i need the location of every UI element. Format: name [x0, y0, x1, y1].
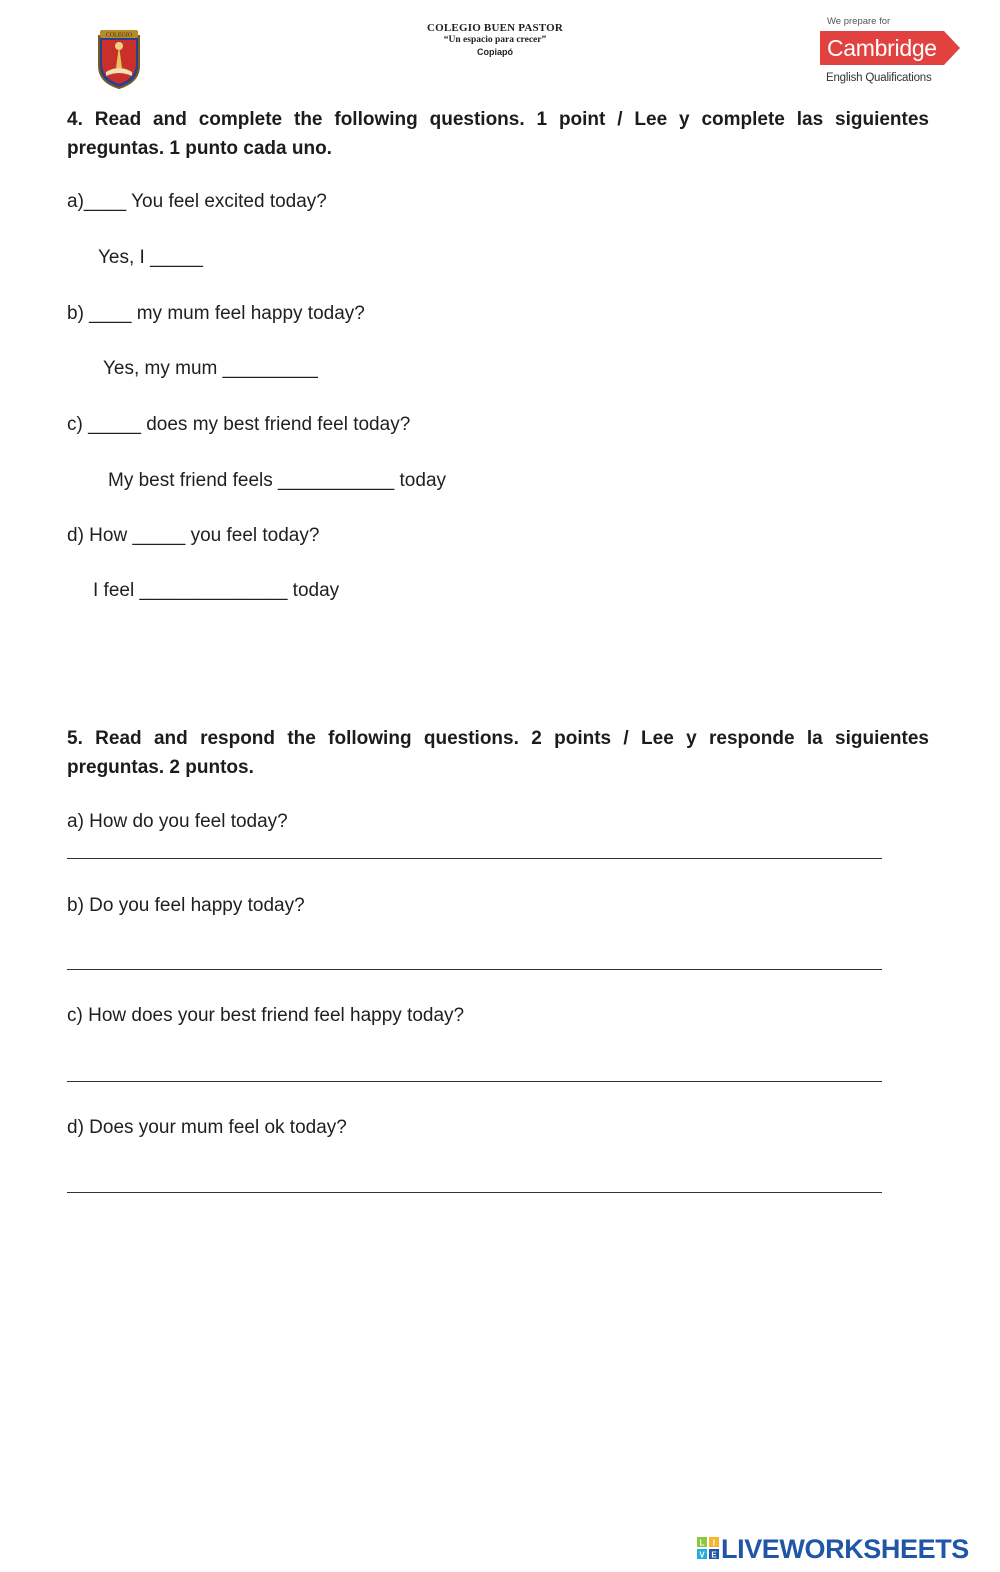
section-5-question-c: c) How does your best friend feel happy today?	[67, 1005, 465, 1026]
cambridge-subtitle: English Qualifications	[826, 72, 932, 84]
section-4-answer-d: I feel ______________ today	[93, 580, 340, 601]
liveworksheets-logo[interactable]	[697, 1534, 997, 1564]
section-4-answer-c: My best friend feels ___________ today	[108, 470, 447, 491]
answer-line-c[interactable]	[67, 1081, 882, 1082]
section-5-question-a: a) How do you feel today?	[67, 811, 288, 832]
answer-line-b[interactable]	[67, 969, 882, 970]
school-name: COLEGIO BUEN PASTOR	[426, 22, 564, 34]
section-4-question-c: c) _____ does my best friend feel today?	[67, 414, 411, 435]
svg-text:L: L	[699, 1538, 705, 1548]
section-4-question-b: b) ____ my mum feel happy today?	[67, 303, 365, 324]
school-motto: “Un espacio para crecer”	[443, 35, 547, 46]
section-4-question-a: a)____ You feel excited today?	[67, 191, 327, 212]
section-5-heading: 5. Read and respond the following questions. 2 points / Lee y responde la siguientes preguntas. 2 puntos.	[67, 728, 929, 778]
svg-text:I: I	[712, 1538, 716, 1548]
cambridge-brand: Cambridge	[827, 35, 937, 61]
section-4-heading: 4. Read and complete the following questions. 1 point / Lee y complete las siguientes preguntas. 1 punto cada uno.	[67, 109, 929, 159]
cambridge-logo	[820, 14, 970, 94]
svg-text:V: V	[699, 1550, 705, 1559]
section-4-answer-a: Yes, I _____	[98, 247, 203, 268]
school-crest-icon	[96, 28, 142, 90]
section-5-question-b: b) Do you feel happy today?	[67, 895, 305, 916]
crest-lettering: COLEGIO	[105, 32, 133, 39]
school-header	[395, 22, 595, 57]
section-5-question-d: d) Does your mum feel ok today?	[67, 1117, 347, 1138]
answer-line-d[interactable]	[67, 1192, 882, 1193]
svg-text:E: E	[711, 1550, 717, 1559]
liveworksheets-brand: LIVEWORKSHEETS	[721, 1534, 969, 1564]
cambridge-prepare-text: We prepare for	[827, 16, 891, 27]
answer-line-a[interactable]	[67, 858, 882, 859]
section-4-answer-b: Yes, my mum _________	[103, 358, 318, 379]
school-city: Copiapó	[477, 46, 513, 57]
section-4-question-d: d) How _____ you feel today?	[67, 525, 320, 546]
liveworksheets-grid-icon	[697, 1537, 719, 1559]
